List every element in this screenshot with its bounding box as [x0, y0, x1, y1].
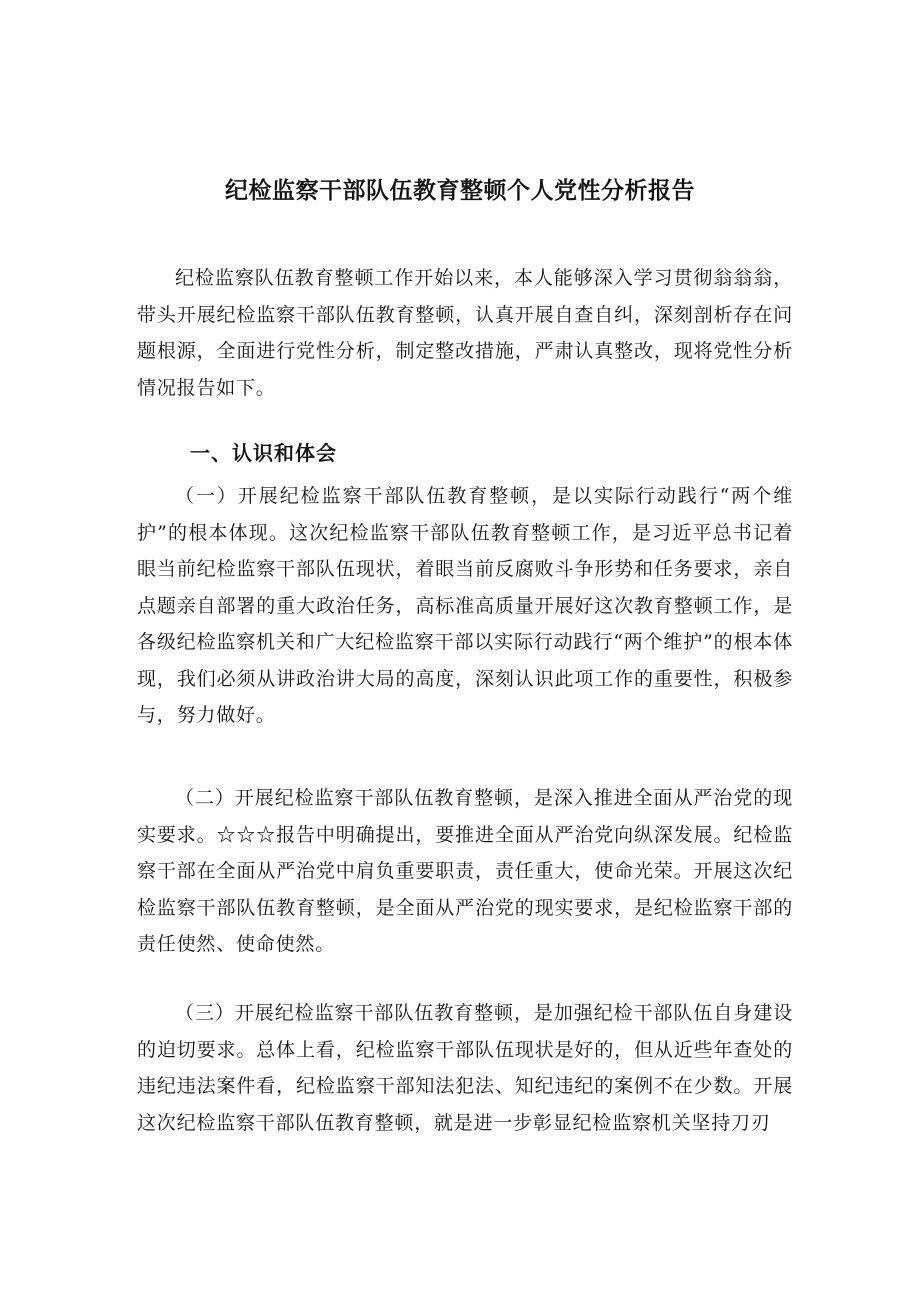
paragraph-1: （一）开展纪检监察干部队伍教育整顿，是以实际行动践行“两个维护”的根本体现。这次纪检监察干部队伍教育整顿工作，是习近平总书记着眼当前纪检监察干部队伍现状，着眼当前反腐败斗争形势和任务要求，亲自点题亲自部署的重大政治任务，高标准高质量开展好这次教育整顿工作，是各级纪检监察机关和广大纪检监察干部以实际行动践行“两个维护”的根本体现，我们必须从讲政治讲大局的高度，深刻认识此项工作的重要性，积极参与，努力做好。	[137, 485, 793, 726]
section-heading: 一、认识和体会	[190, 441, 337, 465]
section-1-block	[137, 478, 793, 734]
paragraph-3: （三）开展纪检监察干部队伍教育整顿，是加强纪检干部队伍自身建设的迫切要求。总体上看，纪检监察干部队伍现状是好的，但从近些年查处的违纪违法案件看，纪检监察干部知法犯法、知纪违纪的案例不在少数。开展这次纪检监察干部队伍教育整顿，就是进一步彰显纪检监察机关坚持刀刃	[137, 1002, 793, 1134]
paragraph-2: （二）开展纪检监察干部队伍教育整顿，是深入推进全面从严治党的现实要求。☆☆☆报告中明确提出，要推进全面从严治党向纵深发展。纪检监察干部在全面从严治党中肩负重要职责，责任重大，使命光荣。开展这次纪检监察干部队伍教育整顿，是全面从严治党的现实要求，是纪检监察干部的责任使然、使命使然。	[137, 787, 793, 955]
section-3-block	[137, 995, 793, 1141]
document-title: 纪检监察干部队伍教育整顿个人党性分析报告	[225, 178, 695, 204]
section-2-block	[137, 780, 793, 963]
intro-block	[137, 260, 793, 406]
intro-paragraph: 纪检监察队伍教育整顿工作开始以来，本人能够深入学习贯彻翁翁翁，带头开展纪检监察干部队伍教育整顿，认真开展自查自纠，深刻剖析存在问题根源，全面进行党性分析，制定整改措施，严肃认真整改，现将党性分析情况报告如下。	[137, 267, 793, 399]
